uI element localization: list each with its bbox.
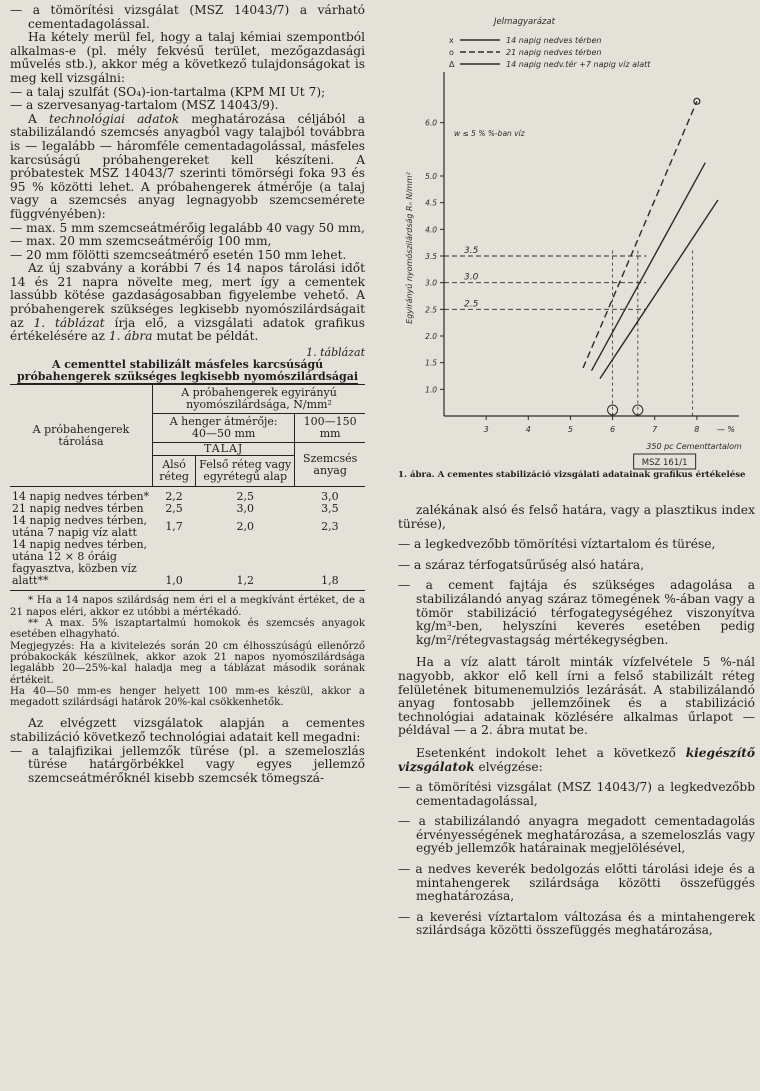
- y-tick-label: 2.0: [425, 332, 437, 341]
- header-soil: TALAJ: [153, 443, 295, 456]
- y-tick-label: 4.5: [425, 198, 437, 208]
- paragraph: Az elvégzett vizsgálatok alapján a cementes stabilizáció következő technológiai adatait kell megadni:: [10, 716, 365, 744]
- series-line: [600, 200, 718, 379]
- series-point: [694, 98, 700, 104]
- table-number: 1. táblázat: [306, 345, 365, 359]
- standard-label: MSZ 161/1: [641, 458, 688, 468]
- y-tick-label: 4.0: [425, 225, 437, 235]
- paragraph: — a tömörítési vizsgálat (MSZ 14043/7) a legkedvezőbb cementadagolással,: [398, 780, 755, 808]
- figure-caption: 1. ábra. A cementes stabilizáció vizsgálati adatainak grafikus értékelése: [398, 470, 746, 480]
- table-row: 14 napig nedves térben* 2,2 2,5 3,0: [12, 490, 339, 504]
- paragraph: — a nedves keverék bedolgozás előtti tárolási ideje és a mintahengerek szilárdsága közötti összefüggés meghatározása,: [398, 862, 755, 904]
- header-storage: A próbahengerek tárolása: [10, 385, 153, 487]
- x-tick-label: 5: [567, 425, 573, 434]
- legend-marker: o: [449, 48, 454, 57]
- left-column: [10, 4, 365, 785]
- x-tick-label: 4: [525, 425, 531, 434]
- cement-strength-chart: [394, 8, 756, 478]
- y-tick-label: 5.0: [425, 172, 437, 181]
- reference-line-label: 3.5: [464, 246, 479, 256]
- table-notes: * Ha a 14 napos szilárdság nem éri el a megkívánt értéket, de a 21 napos eléri, akkor ez utóbbi a mértékadó. ** A max. 5% iszaptartalmú homokok és szemcsés anyagok esetében elhagyható. Megjegyzés: Ha a kivitelezés során 20 cm élhosszúságú ellenőrző próbakockák készülnek, akkor azok 21 napos nyomószilárdsága legalább 20—25%-kal haladja meg a táblázat második sorának értékeit. Ha 40—50 mm-es henger helyett 100 mm-es készül, akkor a megadott szilárdsági határok 20%-kal csökkenhetők.: [10, 595, 365, 709]
- table-title: A cementtel stabilizált másfeles karcsúságú próbahengerek szükséges legkisebb nyomószilárdságai: [16, 358, 359, 384]
- paragraph: Ha a víz alatt tárolt minták vízfelvétele 5 %-nál nagyobb, akkor elő kell írni a felső stabilizált réteg felületének bitumenemulziós lezárását. A stabilizálandó anyag fontosabb jellemzőinek és a stabilizáció technológiai adatainak közlésére alkalmas űrlapot — példával — a 2. ábra mutat be.: [398, 655, 755, 738]
- paragraph: A technológiai adatok meghatározása céljából a stabilizálandó szemcsés anyagból vagy talajból továbbra is — legalább — háromféle cementadagolással, másfeles karcsúságú próbahengereket kell készíteni. A próbatestek MSZ 14043/7 szerinti tömörségi foka 93 és 95 % közötti lehet. A próbahengerek átmérője (a talaj vagy a szemcsés anyag legnagyobb szemcsemérete függvényében):: [10, 111, 365, 221]
- header-cylinder-large: 100—150 mm: [295, 414, 365, 443]
- paragraph: — a cement fajtája és szükséges adagolása a stabilizálandó anyag száraz tömegének %-ában vagy a tömör stabilizáció térfogategységéhez viszonyítva kg/m³-ben, helyszíni keverés esetében pedig kg/m²/rétegvastagság mértékegységben.: [398, 578, 755, 647]
- series-line: [592, 163, 706, 371]
- paragraph: Ha kétely merül fel, hogy a talaj kémiai szempontból alkalmas-e (pl. mély fekvésű terület, mezőgazdasági művelés stb.), akkor még a következő tulajdonságokat is meg kell vizsgálni:: [10, 30, 365, 85]
- y-tick-label: 6.0: [425, 118, 437, 128]
- legend-entry: 21 napig nedves térben: [506, 48, 602, 57]
- legend-title: Jelmagyarázat: [494, 17, 555, 27]
- y-tick-label: 3.5: [425, 252, 437, 261]
- table-row: 14 napig nedves térben, utána 7 napig víz alatt 1,7 2,0 2,3: [12, 514, 339, 540]
- y-tick-label: 1.0: [425, 385, 437, 395]
- reference-line-label: 2.5: [464, 299, 479, 310]
- header-cylinder-small: A henger átmérője: 40—50 mm: [153, 414, 295, 443]
- header-upper-layer: Felső réteg vagy egyrétegű alap: [196, 456, 295, 487]
- x-axis-unit: — %: [716, 425, 735, 434]
- paragraph: — a talaj szulfát (SO₄)-ion-tartalma (KPM MI Ut 7);: [10, 84, 326, 99]
- paragraph: — a legkedvezőbb tömörítési víztartalom és türése,: [398, 537, 716, 552]
- paragraph: — a stabilizálandó anyagra megadott cementadagolás érvényességének meghatározása, a szemeloszlás vagy egyéb jellemzők határainak megjelölésével,: [398, 814, 755, 856]
- x-tick-label: 6: [610, 425, 616, 434]
- header-lower-layer: Alsó réteg: [153, 456, 196, 487]
- paragraph: Esetenként indokolt lehet a következő kiegészítő vizsgálatok elvégzése:: [398, 745, 755, 774]
- legend-entry: 14 napig nedv.tér +7 napig víz alatt: [506, 60, 651, 69]
- strength-table: [10, 384, 365, 591]
- paragraph: Az új szabvány a korábbi 7 és 14 napos tárolási időt 14 és 21 napra növelte meg, mert így a cementek lassúbb kötése gazdaságosabban figyelembe vehető. A próbahengerek szükséges legkisebb nyomószilárdságait az 1. táblázat írja elő, a vizsgálati adatok grafikus értékelésére az 1. ábra mutat be példát.: [10, 261, 366, 344]
- header-granular: Szemcsés anyag: [295, 443, 365, 487]
- series-line: [583, 101, 697, 368]
- table-row: 14 napig nedves térben, utána 12 × 8 óráig fagyasztva, közben víz alatt** 1,0 1,2 1,8: [10, 539, 365, 591]
- paragraph: — max. 5 mm szemcseátmérőig legalább 40 vagy 50 mm,: [10, 220, 365, 235]
- y-tick-label: 2.5: [425, 305, 437, 315]
- paragraph: — a talajfizikai jellemzők türése (pl. a szemeloszlás türése határgörbékkel vagy egyes jellemző szemcseátmérőknél kisebb szemcsék tömegszá-: [10, 743, 365, 785]
- paragraph: — a szervesanyag-tartalom (MSZ 14043/9).: [10, 98, 279, 113]
- paragraph: — max. 20 mm szemcseátmérőig 100 mm,: [10, 234, 272, 249]
- paragraph: — 20 mm fölötti szemcseátmérő esetén 150 mm lehet.: [10, 247, 347, 262]
- legend-entry: 14 napig nedves térben: [506, 36, 602, 45]
- right-column: [398, 504, 755, 938]
- x-axis-label: 350 pc Cementtartalom: [646, 442, 742, 451]
- reference-line-label: 3.0: [464, 272, 479, 283]
- table-row: 21 napig nedves térben 2,5 3,0 3,5: [12, 502, 339, 516]
- paragraph: zalékának alsó és felső határa, vagy a plasztikus index türése),: [398, 503, 755, 531]
- x-tick-label: 7: [652, 425, 658, 434]
- x-tick-label: 8: [694, 425, 700, 434]
- legend-marker: x: [449, 36, 454, 45]
- paragraph: — a keverési víztartalom változása és a mintahengerek szilárdsága közötti összefüggés meghatározása,: [398, 909, 755, 938]
- legend-marker: Δ: [449, 60, 455, 69]
- y-axis-label: Egyirányú nyomószilárdság Rₙ N/mm²: [405, 172, 414, 324]
- y-tick-label: 3.0: [425, 278, 437, 288]
- header-strength: A próbahengerek egyirányú nyomószilárdsága, N/mm²: [153, 385, 366, 414]
- y-tick-label: 1.5: [425, 358, 437, 368]
- paragraph: — a száraz térfogatsűrűség alsó határa,: [398, 557, 645, 572]
- annotation: w ≤ 5 % %-ban víz: [454, 129, 525, 138]
- x-tick-label: 3: [483, 425, 489, 434]
- paragraph: — a tömörítési vizsgálat (MSZ 14043/7) a várható cementadagolással.: [10, 3, 365, 31]
